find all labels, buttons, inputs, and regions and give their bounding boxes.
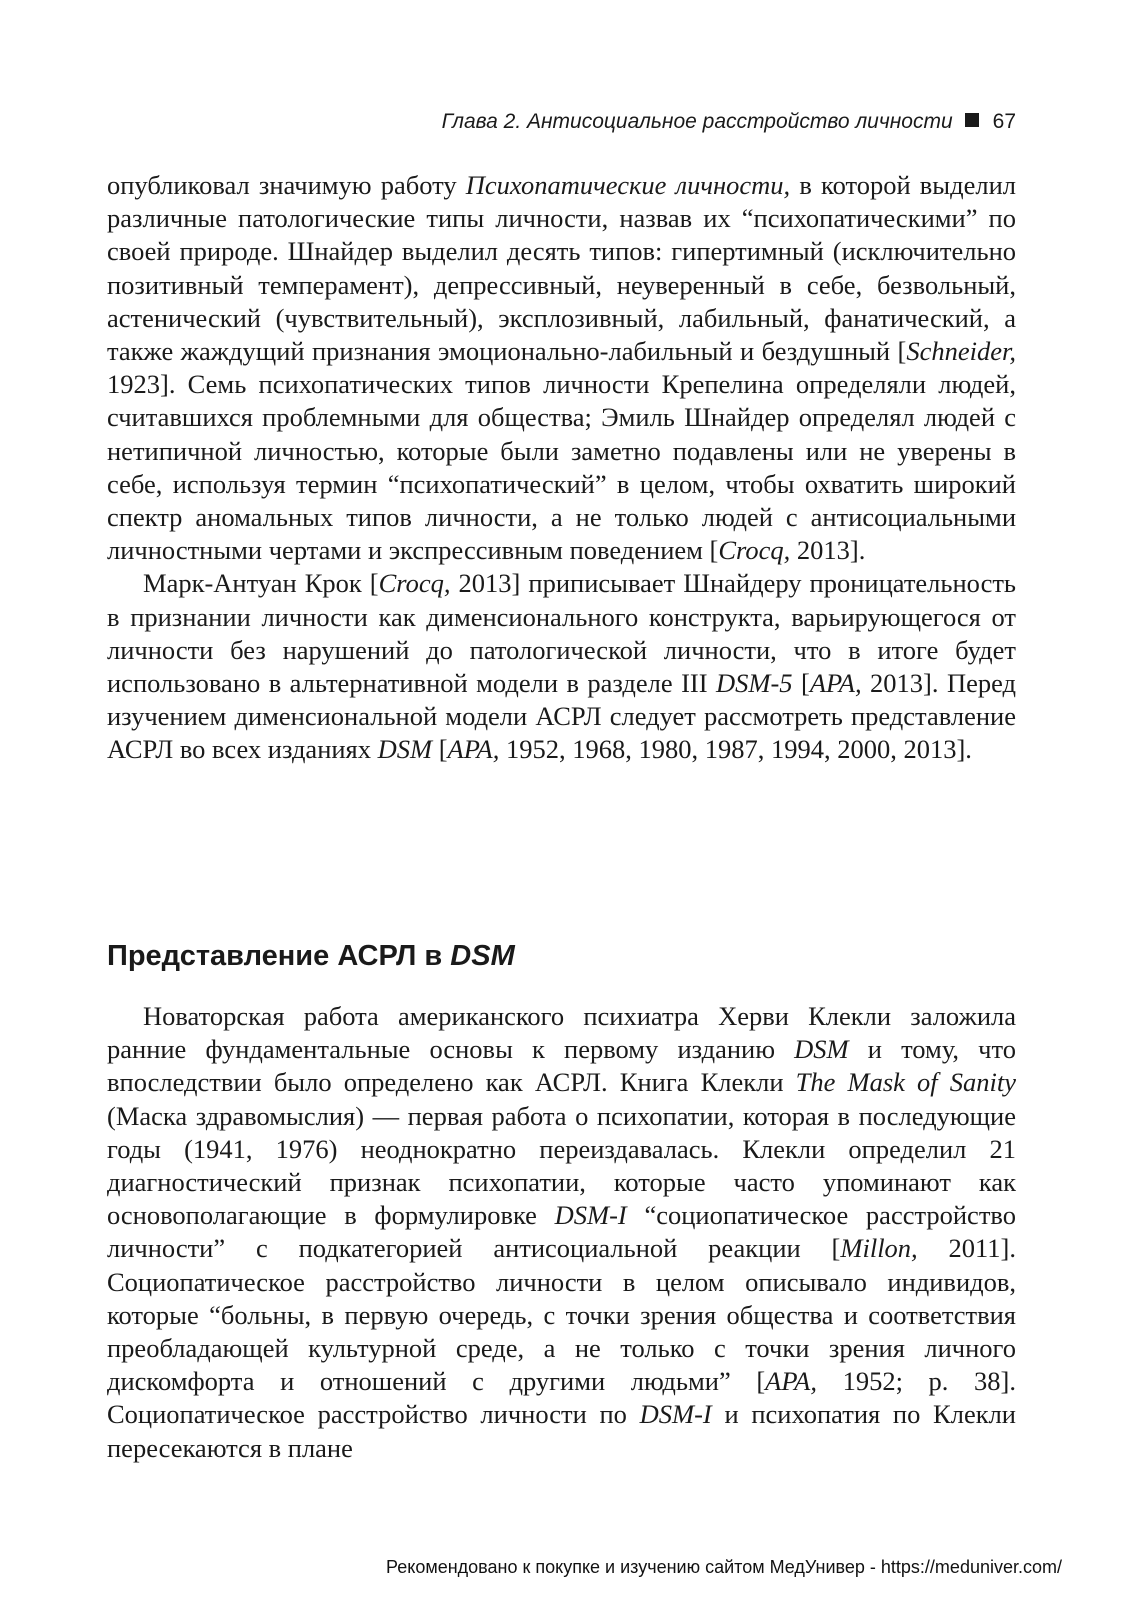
- paragraph-schneider: опубликовал значимую работу Психопатические личности, в которой выделил различные патологические типы личности, назвав их “психопатическими” по своей природе. Шнайдер выделил десять типов: гипертимный (исключительно позитивный темперамент), депрессивный, неуверенный в себе, безвольный, астенический (чувствительный), эксплозивный, лабильный, фанатический, а также жаждущий признания эмоционально-лабильный и бездушный [Schneider, 1923]. Семь психопатических типов личности Крепелина определяли людей, считавшихся проблемными для общества; Эмиль Шнайдер определял людей с нетипичной личностью, которые были заметно подавлены или не уверены в себе, используя термин “психопатический” в целом, чтобы охватить широкий спектр аномальных типов личности, а не только людей с антисоциальными личностными чертами и экспрессивным поведением [Crocq, 2013].: [107, 170, 1016, 566]
- dsm-reference: DSM-5: [716, 668, 793, 699]
- body-text-top: [107, 169, 1016, 767]
- book-title: The Mask of Sanity: [795, 1067, 1017, 1098]
- section-heading: Представление АСРЛ в DSM: [107, 940, 515, 972]
- body-text-bottom: [107, 1000, 1016, 1465]
- dsm-reference: DSM: [794, 1034, 849, 1065]
- citation-author: Crocq,: [378, 568, 451, 599]
- paragraph-crocq: Марк-Антуан Крок [Crocq, 2013] приписывает Шнайдеру проницательность в признании личности как дименсионального конструкта, варьирующегося от личности без нарушений до патологической личности, что в итоге будет использовано в альтернативной модели в разделе III DSM-5 [APA, 2013]. Перед изучением дименсиональной модели АСРЛ следует рассмотреть представление АСРЛ во всех изданиях DSM [APA, 1952, 1968, 1980, 1987, 1994, 2000, 2013].: [107, 568, 1016, 765]
- book-title: Психопатические личности,: [465, 170, 791, 200]
- citation-author: APA,: [765, 1366, 817, 1397]
- citation-author: Millon,: [840, 1233, 918, 1264]
- citation-author: Crocq,: [718, 535, 791, 566]
- square-bullet-icon: [965, 113, 979, 127]
- citation-author: APA,: [447, 734, 500, 765]
- dsm-reference: DSM-I: [639, 1399, 712, 1430]
- running-title: Глава 2. Антисоциальное расстройство личности: [441, 110, 953, 133]
- dsm-reference: DSM: [377, 734, 433, 765]
- paragraph-cleckley: Новаторская работа американского психиатра Херви Клекли заложила ранние фундаментальные основы к первому изданию DSM и тому, что впоследствии было определено как АСРЛ. Книга Клекли The Mask of Sanity (Маска здравомыслия) — первая работа о психопатии, которая в последующие годы (1941, 1976) неоднократно переиздавалась. Клекли определил 21 диагностический признак психопатии, которые часто упоминают как основополагающие в формулировке DSM-I “социопатическое расстройство личности” с подкатегорией антисоциальной реакции [Millon, 2011]. Социопатическое расстройство личности в целом описывало индивидов, которые “больны, в первую очередь, с точки зрения общества и соответствия преобладающей культурной среде, а не только с точки зрения личного дискомфорта и отношений с другими людьми” [APA, 1952; p. 38]. Социопатическое расстройство личности по DSM-I и психопатия по Клекли пересекаются в плане: [107, 1001, 1017, 1463]
- citation-author: Schneider,: [906, 336, 1016, 367]
- running-header: [0, 108, 1016, 136]
- page-number: 67: [992, 110, 1016, 133]
- watermark-footer: Рекомендовано к покупке и изучению сайтом МедУнивер - https://meduniver.com/: [386, 1557, 1062, 1577]
- citation-author: APA,: [809, 668, 862, 699]
- dsm-reference: DSM-I: [554, 1200, 627, 1231]
